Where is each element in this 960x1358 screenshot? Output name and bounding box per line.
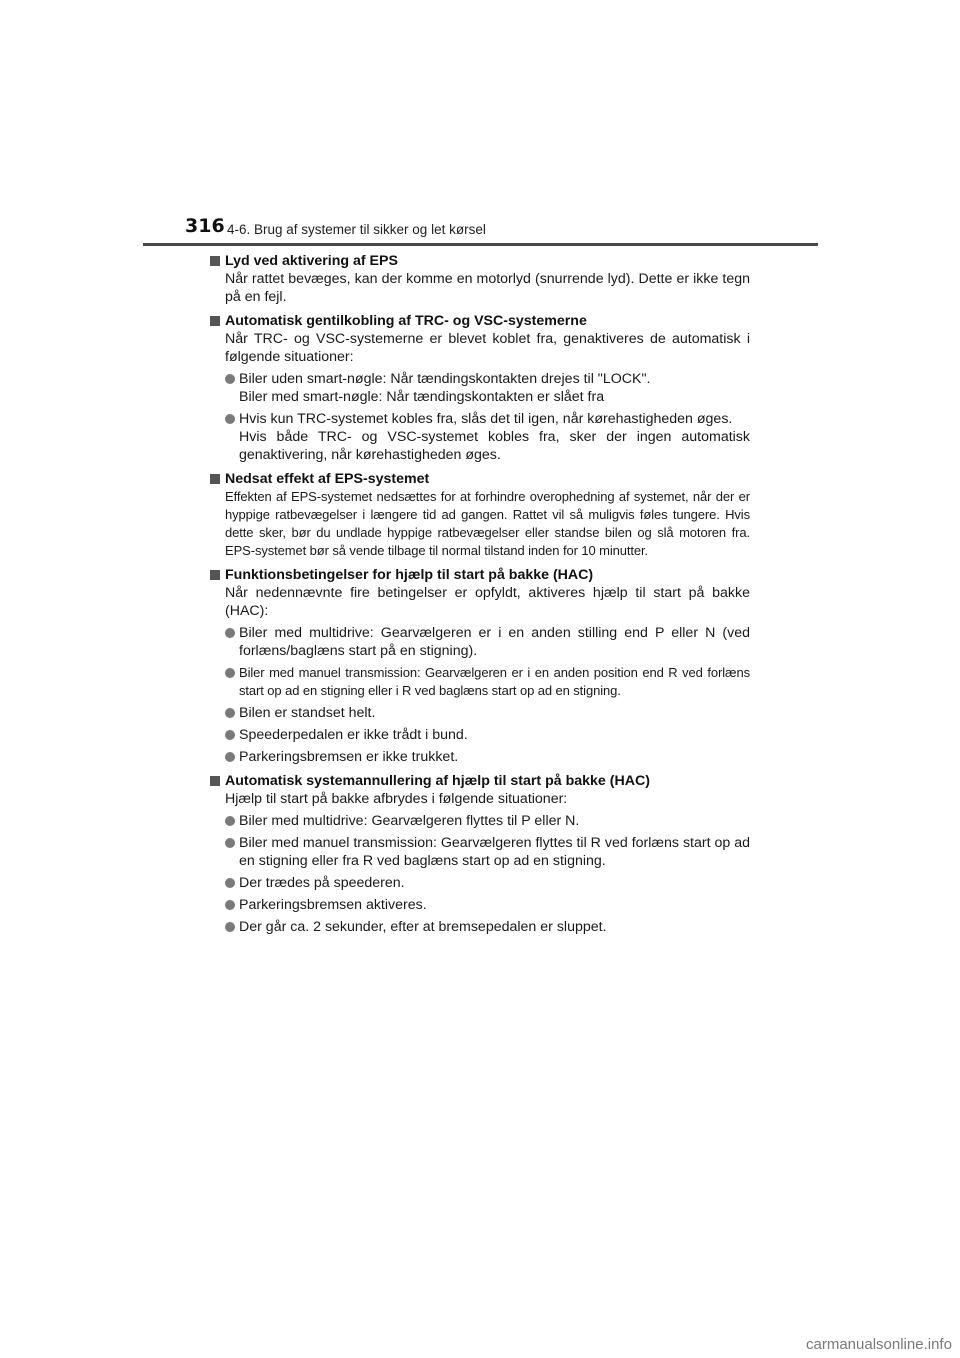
round-bullet-icon [225, 838, 235, 848]
bullet-line: Biler med multidrive: Gearvælgeren flyttes til P eller N. [239, 813, 580, 829]
section-title: Funktionsbetingelser for hjælp til start på bakke (HAC) [225, 567, 594, 583]
bullet-line: Bilen er standset helt. [239, 705, 376, 721]
section-body: Hjælp til start på bakke afbrydes i følgende situationer: [225, 791, 568, 807]
round-bullet-icon [225, 922, 235, 932]
section-body: Når nedennævnte fire betingelser er opfyldt, aktiveres hjælp til start på bakke (HAC): [225, 585, 750, 619]
chapter-title: 4-6. Brug af systemer til sikker og let kørsel [227, 222, 486, 237]
bullet-list [225, 812, 750, 936]
bullet-line: Der trædes på speederen. [239, 875, 405, 891]
square-bullet-icon [210, 776, 220, 786]
list-item [225, 704, 750, 722]
section-trc-vsc-reactivation [210, 312, 750, 464]
bullet-line: Speederpedalen er ikke trådt i bund. [239, 727, 468, 743]
round-bullet-icon [225, 708, 235, 718]
list-item [225, 664, 750, 700]
square-bullet-icon [210, 474, 220, 484]
bullet-line: Der går ca. 2 sekunder, efter at bremsepedalen er sluppet. [239, 919, 607, 935]
section-body: Effekten af EPS-systemet nedsættes for at forhindre overophedning af systemet, når der er hyppige ratbevægelser i længere tid ad gangen. Rattet vil så muligvis føles tungere. Hvis dette sker, bør du undlade hyppige ratbevægelser eller standse bilen og slå motoren fra. EPS-systemet bør så vende tilbage til normal tilstand inden for 10 minutter. [225, 489, 750, 558]
section-title: Automatisk gentilkobling af TRC- og VSC-systemerne [225, 313, 587, 329]
page-content [210, 252, 750, 936]
section-eps-reduced [210, 470, 750, 560]
bullet-line: Biler med multidrive: Gearvælgeren er i en anden stilling end P eller N (ved forlæns/baglæns start på en stigning). [239, 625, 750, 659]
list-item [225, 410, 750, 464]
section-title: Automatisk systemannullering af hjælp til start på bakke (HAC) [225, 773, 650, 789]
list-item [225, 624, 750, 660]
page-number: 316 [185, 215, 225, 237]
round-bullet-icon [225, 878, 235, 888]
bullet-line: Hvis kun TRC-systemet kobles fra, slås det til igen, når kørehastigheden øges. [239, 411, 733, 427]
round-bullet-icon [225, 628, 235, 638]
round-bullet-icon [225, 414, 235, 424]
bullet-list [225, 370, 750, 464]
list-item [225, 896, 750, 914]
bullet-line: Biler med manuel transmission: Gearvælgeren er i en anden position end R ved forlæns start op ad en stigning eller i R ved baglæns start op ad en stigning. [239, 665, 750, 698]
list-item [225, 726, 750, 744]
section-title: Nedsat effekt af EPS-systemet [225, 471, 430, 487]
bullet-list [225, 624, 750, 766]
round-bullet-icon [225, 730, 235, 740]
bullet-line: Parkeringsbremsen er ikke trukket. [239, 749, 459, 765]
round-bullet-icon [225, 668, 235, 678]
list-item [225, 834, 750, 870]
bullet-line: Hvis både TRC- og VSC-systemet kobles fra, sker der ingen automatisk genaktivering, når kørehastigheden øges. [239, 429, 750, 463]
round-bullet-icon [225, 752, 235, 762]
square-bullet-icon [210, 570, 220, 580]
square-bullet-icon [210, 256, 220, 266]
section-body: Når rattet bevæges, kan der komme en motorlyd (snurrende lyd). Dette er ikke tegn på en fejl. [225, 271, 750, 305]
round-bullet-icon [225, 900, 235, 910]
section-title: Lyd ved aktivering af EPS [225, 253, 398, 269]
watermark: carmanualsonline.info [806, 1336, 952, 1353]
section-hac-cancellation [210, 772, 750, 936]
bullet-line: Biler uden smart-nøgle: Når tændingskontakten drejes til "LOCK". [239, 371, 651, 387]
list-item [225, 918, 750, 936]
section-eps-sound [210, 252, 750, 306]
square-bullet-icon [210, 316, 220, 326]
bullet-line: Biler med smart-nøgle: Når tændingskontakten er slået fra [239, 389, 605, 405]
page-header [185, 212, 818, 246]
bullet-line: Biler med manuel transmission: Gearvælgeren flyttes til R ved forlæns start op ad en stigning eller fra R ved baglæns start op ad en stigning. [239, 835, 750, 869]
list-item [225, 370, 750, 406]
section-hac-conditions [210, 566, 750, 766]
bullet-line: Parkeringsbremsen aktiveres. [239, 897, 427, 913]
list-item [225, 874, 750, 892]
section-body: Når TRC- og VSC-systemerne er blevet koblet fra, genaktiveres de automatisk i følgende situationer: [225, 331, 750, 365]
header-rule [143, 243, 818, 246]
list-item [225, 812, 750, 830]
round-bullet-icon [225, 816, 235, 826]
round-bullet-icon [225, 374, 235, 384]
list-item [225, 748, 750, 766]
